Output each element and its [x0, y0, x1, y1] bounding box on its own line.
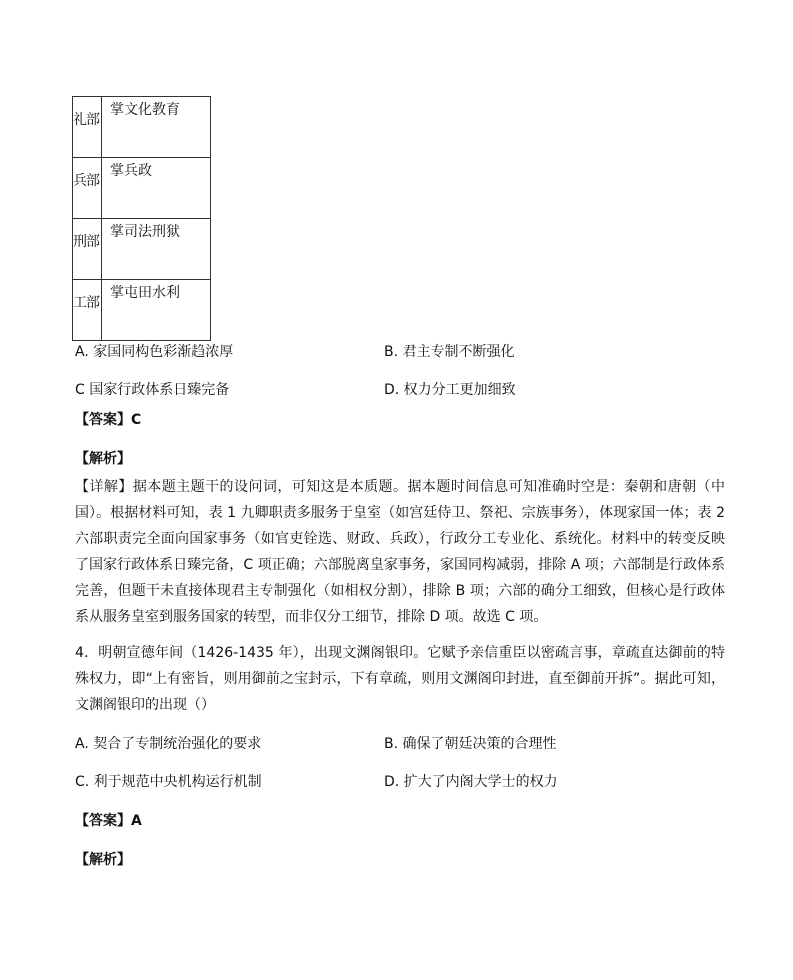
- q3-analysis-label: 【解析】: [75, 451, 131, 467]
- q4-analysis-label: 【解析】: [75, 852, 131, 868]
- q4-option-a: A. 契合了专制统治强化的要求: [75, 736, 262, 752]
- table-row: [73, 219, 211, 280]
- q4-answer: 【答案】A: [75, 813, 142, 829]
- q4-option-c: C. 利于规范中央机构运行机制: [75, 774, 262, 790]
- dept-cell: 兵部: [73, 158, 102, 219]
- table-row: [73, 158, 211, 219]
- q4-option-b: B. 确保了朝廷决策的合理性: [384, 736, 557, 752]
- table-row: [73, 280, 211, 341]
- q3-option-a: A. 家国同构色彩渐趋浓厚: [75, 344, 234, 360]
- q4-stem: 4．明朝宣德年间（1426-1435 年），出现文渊阁银印。它赋予亲信重臣以密疏言事，章疏直达御前的特殊权力，即“上有密旨，则用御前之宝封示，下有章疏，则用文渊阁印封进，直至御前开拆”。据此可知，文渊阁银印的出现（）: [75, 645, 725, 713]
- q3-option-b: B. 君主专制不断强化: [384, 344, 515, 360]
- q3-detail-paragraph: 【详解】据本题主题干的设问词，可知这是本质题。据本题时间信息可知准确时空是：秦朝和唐朝（中国）。根据材料可知，表 1 九卿职责多服务于皇室（如宫廷侍卫、祭祀、宗族事务），体现家国一体；表 2 六部职责完全面向国家事务（如官吏铨选、财政、兵政），行政分工专业化、系统化。材料中的转变反映了国家行政体系日臻完备，C 项正确；六部脱离皇家事务，家国同构减弱，排除 A 项；六部制是行政体系完善，但题干未直接体现君主专制强化（如相权分割），排除 B 项；六部的确分工细致，但核心是行政体系从服务皇室到服务国家的转型，而非仅分工细节，排除 D 项。故选 C 项。: [75, 479, 725, 625]
- dept-cell: 礼部: [73, 97, 102, 158]
- table-row: [73, 97, 211, 158]
- dept-cell: 工部: [73, 280, 102, 341]
- q3-option-c: C 国家行政体系日臻完备: [75, 382, 230, 398]
- q4-option-d: D. 扩大了内阁大学士的权力: [384, 774, 558, 790]
- dept-cell: 刑部: [73, 219, 102, 280]
- duty-cell: 掌文化教育: [102, 97, 211, 158]
- duty-cell: 掌兵政: [102, 158, 211, 219]
- departments-table: [72, 96, 211, 341]
- duty-cell: 掌司法刑狱: [102, 219, 211, 280]
- q3-answer: 【答案】C: [75, 412, 142, 428]
- q3-option-d: D. 权力分工更加细致: [384, 382, 516, 398]
- duty-cell: 掌屯田水利: [102, 280, 211, 341]
